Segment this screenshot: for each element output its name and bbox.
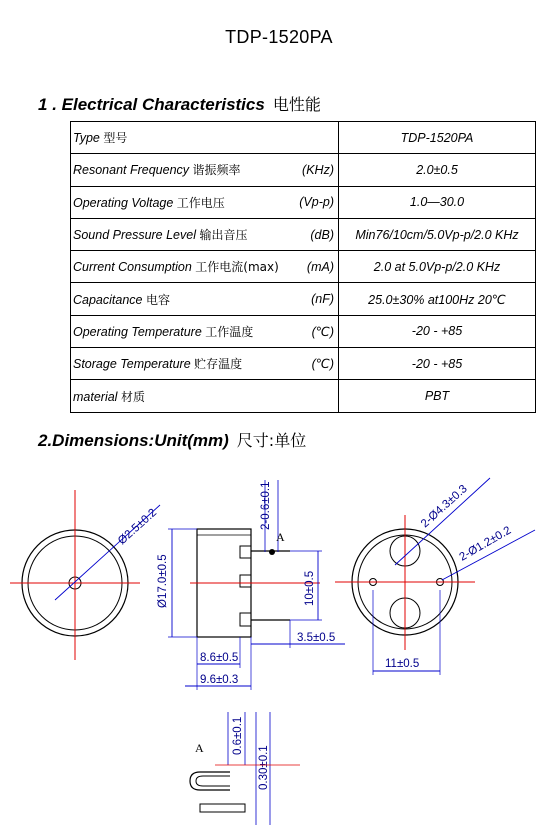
detail-thickness-dimension: 0.30±0.1 — [258, 745, 270, 790]
spec-param-unit: (℃) — [311, 357, 334, 372]
back-small-holes-dimension: 2-Ø1.2±0.2 — [457, 524, 514, 564]
spec-param-cn: 材质 — [120, 389, 145, 404]
section-number: 1 — [38, 95, 48, 114]
spec-value-cell: 2.0 at 5.0Vp-p/2.0 KHz — [339, 251, 536, 283]
spec-value-cell: TDP-1520PA — [339, 122, 536, 154]
spec-param-cn: 工作电流(max) — [195, 260, 279, 275]
spec-param-en: material — [73, 389, 118, 404]
side-view — [157, 480, 345, 690]
spec-param-en: Current Consumption — [73, 260, 192, 275]
spec-param-en: Storage Temperature — [73, 357, 191, 372]
side-pin-marker — [269, 549, 275, 555]
detail-label: A — [195, 741, 204, 755]
section-separator: . — [47, 95, 62, 114]
spec-param-en: Resonant Frequency — [73, 163, 190, 178]
spec-param-en: Type — [73, 131, 100, 146]
spec-value-cell: Min76/10cm/5.0Vp-p/2.0 KHz — [339, 218, 536, 250]
spec-value-cell: 2.0±0.5 — [339, 154, 536, 186]
detail-width-dimension: 0.6±0.1 — [232, 716, 244, 755]
spec-param-en: Operating Voltage — [73, 195, 174, 210]
spec-value-cell: PBT — [339, 380, 536, 412]
spec-param-cn: 型号 — [103, 131, 128, 146]
detail-marker-label: A — [276, 530, 285, 544]
spec-param-cn: 电容 — [145, 292, 170, 307]
side-pin-block-top — [240, 546, 251, 558]
pin-offset-dimension: 3.5±0.5 — [297, 632, 336, 644]
spec-param-unit: (nF) — [311, 292, 334, 307]
side-pin-block-bottom — [240, 613, 251, 626]
body-height-inner-dimension: 8.6±0.5 — [200, 652, 239, 664]
spec-param-en: Sound Pressure Level — [73, 228, 196, 243]
spec-value-cell: 1.0—30.0 — [339, 186, 536, 218]
spec-param-unit: (KHz) — [302, 162, 334, 177]
back-view — [335, 478, 535, 675]
front-hole-dimension: Ø2.5±0.2 — [115, 506, 160, 548]
front-view — [10, 490, 160, 660]
spec-param-cn: 工作温度 — [205, 324, 254, 339]
detail-a-view — [190, 712, 300, 825]
section-heading-text: Electrical Characteristics — [61, 95, 265, 114]
spec-param-en: Capacitance — [73, 292, 143, 307]
spec-param-cn: 贮存温度 — [194, 357, 243, 372]
body-height-outer-dimension: 9.6±0.3 — [200, 674, 239, 686]
spec-value-cell: -20 - +85 — [339, 348, 536, 380]
front-dia-dimension: Ø17.0±0.5 — [157, 554, 169, 608]
spec-value-cell: -20 - +85 — [339, 315, 536, 347]
spec-param-cn: 谐振频率 — [192, 163, 241, 178]
side-pin-block-mid — [240, 575, 251, 587]
section-heading-text: 2.Dimensions:Unit(mm) — [38, 431, 229, 450]
spec-param-unit: (dB) — [310, 227, 334, 242]
detail-pin-section — [200, 804, 245, 812]
pin-spacing-dimension: 11±0.5 — [385, 658, 420, 670]
detail-pin-bend-inner — [196, 776, 230, 786]
spec-param-en: Operating Temperature — [73, 324, 202, 339]
spec-param-cn: 输出音压 — [199, 228, 248, 243]
spec-param-unit: (Vp-p) — [299, 195, 334, 210]
spec-param-unit: (mA) — [306, 259, 334, 274]
pin-length-dimension: 10±0.5 — [304, 570, 316, 606]
document-title: TDP-1520PA — [225, 27, 333, 47]
spec-param-cn: 工作电压 — [176, 195, 225, 210]
section-heading-cn: 尺寸:单位 — [236, 431, 307, 450]
back-large-holes-dimension: 2-Ø4.3±0.3 — [418, 482, 470, 531]
section-heading-cn: 电性能 — [272, 95, 321, 114]
spec-value-cell: 25.0±30% at100Hz 20℃ — [339, 283, 536, 315]
pin-width-dimension: 2-0.6±0.1 — [260, 481, 272, 530]
spec-param-unit: (℃) — [311, 324, 334, 339]
